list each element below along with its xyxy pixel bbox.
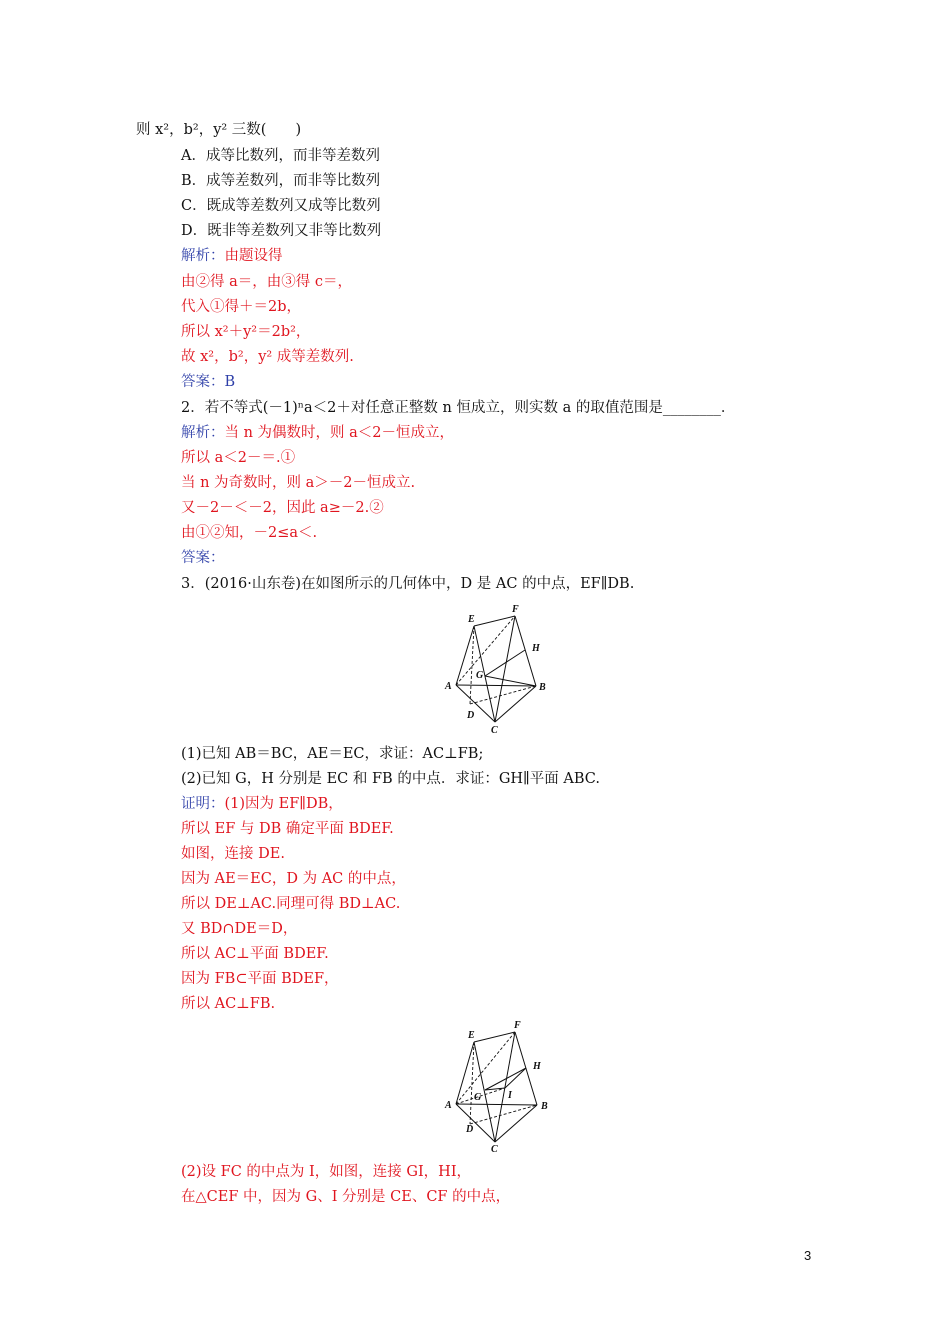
q3-proof-first-line — [181, 794, 343, 814]
q2-solution-first-line — [181, 423, 454, 443]
vertex-label-f: F — [514, 1020, 521, 1031]
q2-solution-label: 解析： — [181, 425, 225, 441]
geometry-figure-1 — [440, 600, 560, 735]
q2-solution-first: 当 n 为偶数时，则 a＜2－恒成立， — [224, 425, 455, 441]
q1-solution-line: 由②得 a＝，由③得 c＝， — [181, 274, 352, 290]
q3-proof-line: 所以 DE⊥AC.同理可得 BD⊥AC. — [181, 896, 401, 912]
q3-proof-line: 因为 AE＝EC，D 为 AC 的中点， — [181, 871, 406, 887]
q1-solution-line: 故 x²，b²，y² 成等差数列. — [181, 349, 354, 365]
q3-proof-label: 证明： — [181, 796, 225, 812]
vertex-label-a: A — [445, 681, 452, 692]
vertex-label-e: E — [468, 1030, 475, 1041]
page-number: 3 — [804, 1248, 812, 1263]
q2-solution-line: 又－2－＜－2，因此 a≥－2.② — [181, 500, 384, 516]
vertex-label-g: G — [476, 670, 484, 681]
vertex-label-e: E — [468, 614, 475, 625]
q1-solution-label: 解析： — [181, 248, 225, 264]
q2-solution-line: 所以 a＜2－＝.① — [181, 450, 296, 466]
q3-proof-line: 所以 AC⊥FB. — [181, 996, 276, 1012]
q2-answer: 答案： — [181, 550, 225, 566]
q1-option-b: B．成等差数列，而非等比数列 — [181, 173, 381, 189]
q3-proof-line: 又 BD∩DE＝D， — [181, 921, 298, 937]
q3-part2-line: 在△CEF 中，因为 G、I 分别是 CE、CF 的中点， — [181, 1189, 511, 1205]
q3-part-1: (1)已知 AB＝BC，AE＝EC，求证：AC⊥FB; — [181, 746, 484, 762]
vertex-label-c: C — [491, 725, 498, 735]
q1-stem: 则 x²，b²，y² 三数( ) — [136, 122, 302, 138]
vertex-label-h: H — [532, 643, 540, 654]
q3-proof-line: 因为 FB⊂平面 BDEF， — [181, 971, 339, 987]
q3-proof-line: 所以 EF 与 DB 确定平面 BDEF. — [181, 821, 394, 837]
q1-option-d: D．既非等差数列又非等比数列 — [181, 223, 382, 239]
q1-answer: 答案：B — [181, 374, 236, 390]
vertex-label-h: H — [533, 1061, 541, 1072]
q3-part2-line: (2)设 FC 的中点为 I，如图，连接 GI，HI， — [181, 1164, 472, 1180]
vertex-label-i: I — [508, 1090, 512, 1101]
q3-part-2: (2)已知 G，H 分别是 EC 和 FB 的中点．求证：GH∥平面 ABC. — [181, 771, 600, 787]
vertex-label-g: G — [474, 1092, 482, 1103]
q2-solution-line: 当 n 为奇数时，则 a＞－2－恒成立. — [181, 475, 416, 491]
vertex-label-d: D — [467, 710, 475, 721]
q1-solution-first: 由题设得 — [224, 248, 283, 264]
q1-solution-first-line — [181, 246, 283, 266]
q3-proof-line: 如图，连接 DE. — [181, 846, 285, 862]
vertex-label-d: D — [466, 1124, 474, 1135]
vertex-label-b: B — [539, 682, 546, 693]
q3-proof-line: 所以 AC⊥平面 BDEF. — [181, 946, 329, 962]
q1-option-a: A．成等比数列，而非等差数列 — [181, 148, 380, 164]
vertex-label-b: B — [541, 1101, 548, 1112]
vertex-label-a: A — [445, 1100, 452, 1111]
q2-stem: 2．若不等式(－1)ⁿa＜2＋对任意正整数 n 恒成立，则实数 a 的取值范围是________． — [181, 400, 736, 416]
q1-solution-line: 所以 x²＋y²＝2b²， — [181, 324, 311, 340]
geometry-figure-2 — [440, 1018, 560, 1153]
vertex-label-c: C — [491, 1144, 498, 1153]
q1-option-c: C．既成等差数列又成等比数列 — [181, 198, 381, 214]
vertex-label-f: F — [512, 604, 519, 615]
q2-solution-line: 由①②知，－2≤a＜. — [181, 525, 318, 541]
q1-solution-line: 代入①得＋＝2b， — [181, 299, 302, 315]
q3-stem: 3．(2016·山东卷)在如图所示的几何体中，D 是 AC 的中点，EF∥DB. — [181, 576, 635, 592]
q3-proof-first: (1)因为 EF∥DB， — [224, 796, 343, 812]
